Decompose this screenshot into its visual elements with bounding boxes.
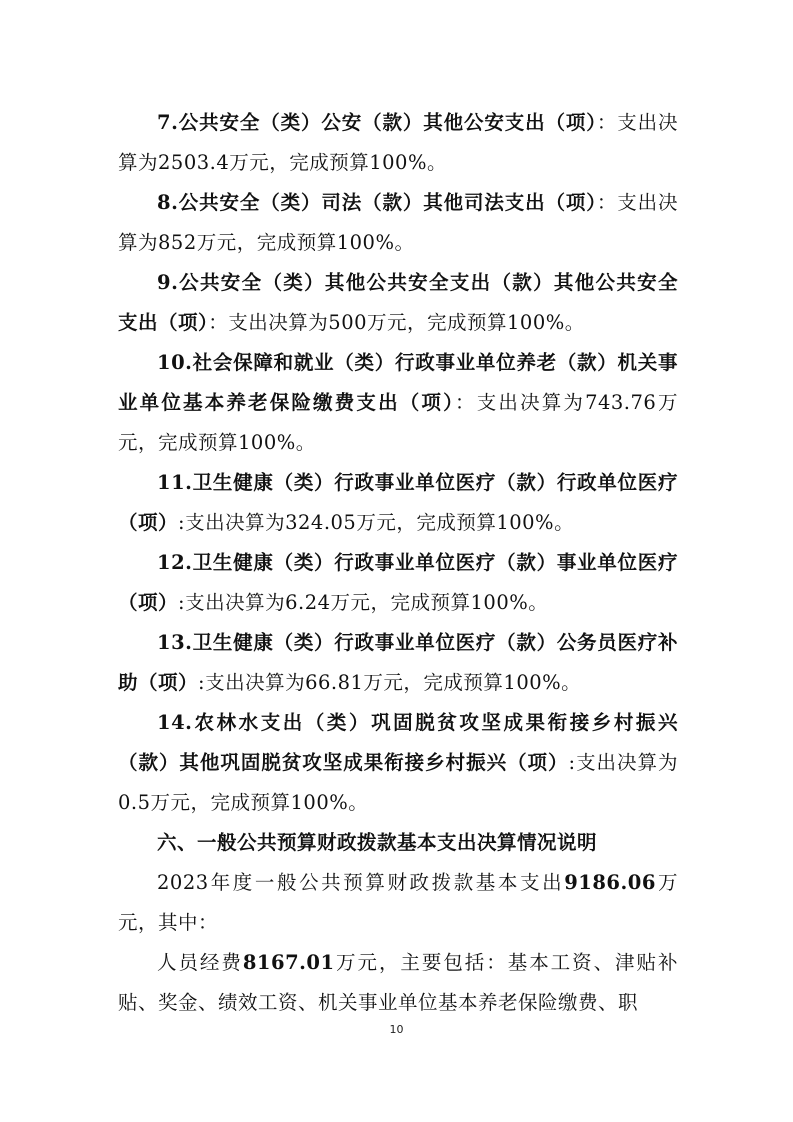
item-12	[118, 543, 678, 623]
item-7-text: 支出决算为2503.4万元，完成预算100%。	[118, 111, 678, 174]
item-14-text: 支出决算为0.5万元，完成预算100%。	[118, 751, 678, 814]
item-8-sep: ：	[596, 191, 618, 214]
item-14-label: 14.农林水支出（类）巩固脱贫攻坚成果衔接乡村振兴（款）其他巩固脱贫攻坚成果衔接乡村振兴（项）	[118, 711, 678, 774]
item-8-label: 8.公共安全（类）司法（款）其他司法支出（项）	[157, 191, 597, 214]
personnel-expenditure-post: 万元，主要包括：基本工资、津贴补贴、奖金、绩效工资、机关事业单位基本养老保险缴费、职	[118, 951, 678, 1014]
basic-expenditure-pre: 2023年度一般公共预算财政拨款基本支出	[157, 871, 565, 894]
item-9-label: 9.公共安全（类）其他公共安全支出（款）其他公共安全支出（项）	[118, 271, 678, 334]
item-7	[118, 103, 678, 183]
item-11-sep: :	[178, 511, 186, 534]
item-9	[118, 263, 678, 343]
item-12-sep: :	[178, 591, 186, 614]
item-11-label: 11.卫生健康（类）行政事业单位医疗（款）行政单位医疗（项）	[118, 471, 678, 534]
item-10-text: 支出决算为743.76万元，完成预算100%。	[118, 391, 678, 454]
item-9-sep: ：	[208, 311, 229, 334]
item-11	[118, 463, 678, 543]
item-12-text: 支出决算为6.24万元，完成预算100%。	[185, 591, 549, 614]
basic-expenditure-amount: 9186.06	[564, 871, 656, 894]
item-10-label: 10.社会保障和就业（类）行政事业单位养老（款）机关事业单位基本养老保险缴费支出（项）	[118, 351, 678, 414]
item-8	[118, 183, 678, 263]
item-14-sep: :	[568, 751, 576, 774]
personnel-expenditure-paragraph	[118, 943, 678, 1023]
item-7-label: 7.公共安全（类）公安（款）其他公安支出（项）	[157, 111, 597, 134]
personnel-expenditure-pre: 人员经费	[157, 951, 243, 974]
item-13-text: 支出决算为66.81万元，完成预算100%。	[205, 671, 582, 694]
item-7-sep: ：	[596, 111, 618, 134]
item-9-text: 支出决算为500万元，完成预算100%。	[228, 311, 585, 334]
item-13-label: 13.卫生健康（类）行政事业单位医疗（款）公务员医疗补助（项）	[118, 631, 678, 694]
page-content	[118, 103, 678, 1023]
page-number: 10	[389, 1023, 404, 1036]
item-8-text: 支出决算为852万元，完成预算100%。	[118, 191, 678, 254]
item-10	[118, 343, 678, 463]
item-10-sep: ：	[455, 391, 477, 414]
item-11-text: 支出决算为324.05万元，完成预算100%。	[185, 511, 575, 534]
section-heading: 六、一般公共预算财政拨款基本支出决算情况说明	[157, 831, 598, 854]
personnel-expenditure-amount: 8167.01	[242, 951, 335, 974]
item-12-label: 12.卫生健康（类）行政事业单位医疗（款）事业单位医疗（项）	[118, 551, 678, 614]
item-13-sep: :	[198, 671, 206, 694]
item-14	[118, 703, 678, 823]
basic-expenditure-paragraph	[118, 863, 678, 943]
item-13	[118, 623, 678, 703]
basic-expenditure-post: 万元，其中：	[118, 871, 678, 934]
